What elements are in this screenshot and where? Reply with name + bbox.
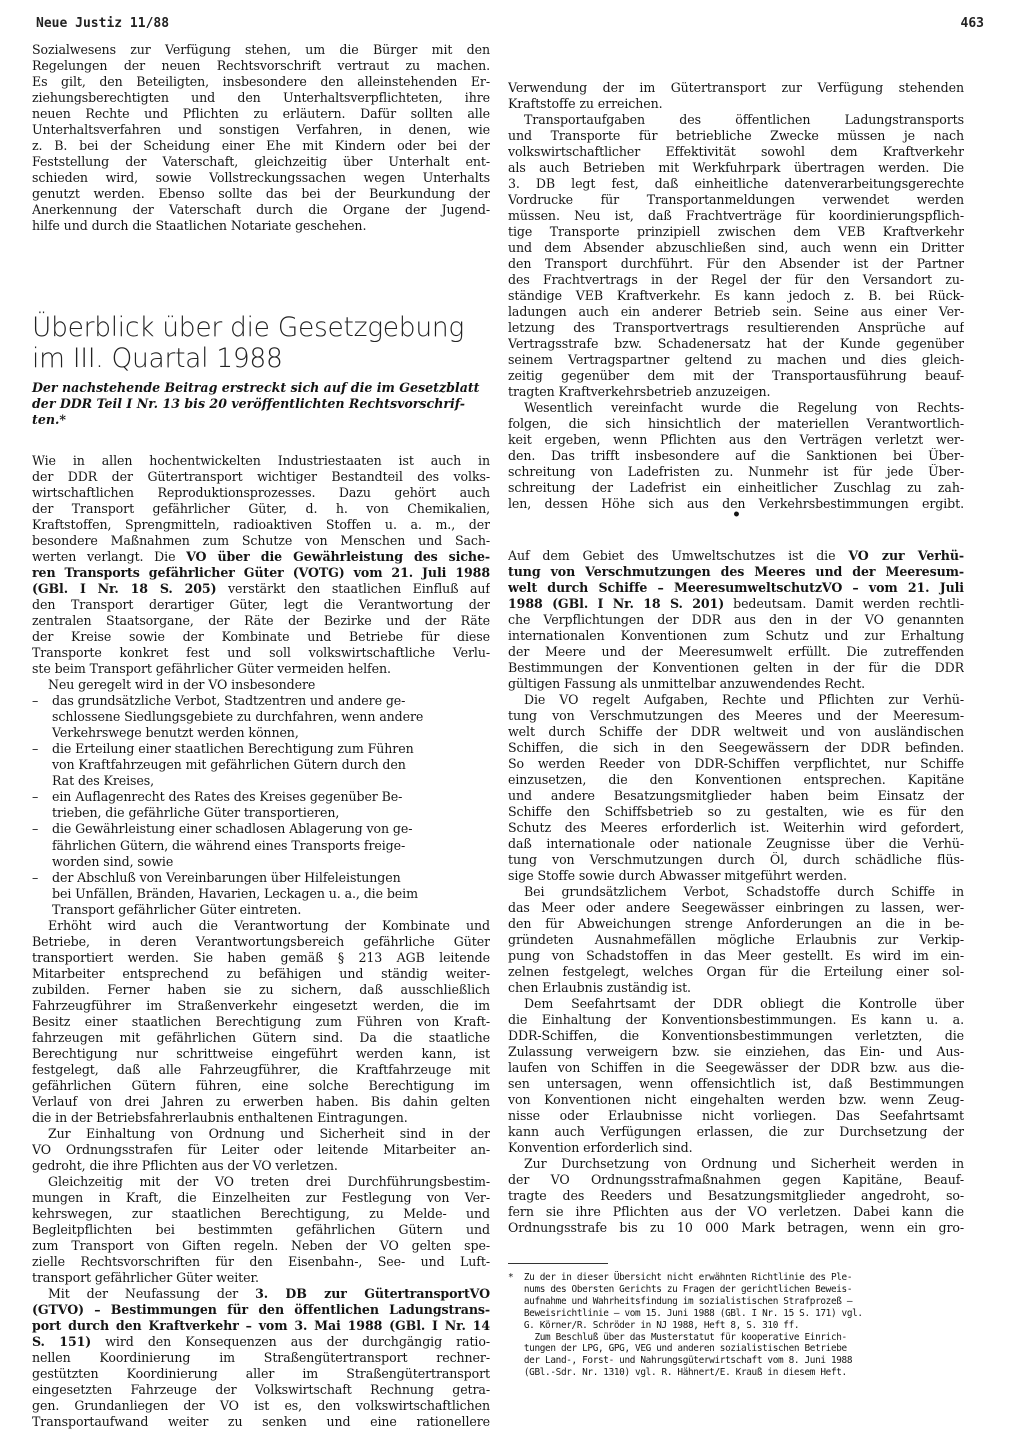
body-line: internationalen Konventionen zum Schutz und zur Erhaltung [508, 628, 964, 643]
body-line: und Transporte für betriebliche Zwecke müssen je nach [508, 128, 964, 144]
body-line: Regelungen der neuen Rechtsvorschrift vertraut zu machen. [32, 58, 490, 73]
body-line: des Frachtvertrags in der Regel der für den Versandort zu- [508, 272, 964, 288]
list-item-text: bei Unfällen, Bränden, Havarien, Leckagen u. a., die beim [52, 885, 418, 901]
list-dash: – [32, 821, 39, 837]
body-line: zelnen festgelegt, welches Organ für die Erteilung einer sol- [508, 964, 964, 980]
body-line: zeitig gegenüber dem mit der Transportausführung beauf- [508, 368, 964, 384]
body-line: zielle Rechtsvorschriften für den Eisenbahn-, See- und Luft- [32, 1253, 490, 1269]
body-line: folgen, die sich hinsichtlich der materiellen Verantwortlich- [508, 416, 964, 432]
body-line: gründeten Ausnahmefällen mögliche Erlaubnis zur Verkip- [508, 932, 964, 948]
citation-bold: 3. DB zur GütertransportVO [255, 1285, 490, 1301]
body-line: neuen Rechte und Pflichten zu erläutern. Dafür sollten alle [32, 106, 490, 121]
footnote-line: tungen der LPG, GPG, VEG und anderen sozialistischen Betriebe [508, 1343, 847, 1355]
body-line: letzung des Transportvertrags resultierenden Ansprüche auf [508, 320, 964, 336]
body-line: 3. DB legt fest, daß einheitliche datenverarbeitungsgerechte [508, 176, 964, 192]
footnote-line: (GBl.-Sdr. Nr. 1310) vgl. R. Hähnert/E. Krauß in diesem Heft. [508, 1367, 847, 1379]
body-line [32, 549, 490, 565]
citation-bold: welt durch Schiffe – MeeresumweltschutzVO – vom 21. Juli [508, 580, 964, 595]
citation-bold: S. 151) [32, 1333, 92, 1349]
footnote-rule [508, 1263, 608, 1264]
body-line: Kraftstoffen, Sprengmitteln, radioaktiven Stoffen u. a. m., der [32, 517, 490, 532]
body-line: So werden Reeder von DDR-Schiffen verpflichtet, nur Schiffe [508, 756, 964, 772]
body-line: schreitung von Ladefristen zu. Nunmehr ist für jede Über- [508, 464, 964, 480]
body-line: den Transport durchführt. Für den Absender ist der Partner [508, 256, 964, 272]
body-line: den Transport derartiger Güter, legt die Verantwortung der [32, 597, 490, 612]
body-line: tige Transporte prinzipiell zwischen dem VEB Kraftverkehr [508, 224, 964, 240]
body-line: fahrzeugen mit gefährlichen Gütern sind. Da die staatliche [32, 1029, 490, 1045]
list-item-line [32, 693, 490, 709]
citation-bold: 1988 (GBl. I Nr. 18 S. 201) [508, 596, 725, 611]
list-item-text: Transport gefährlicher Güter eintreten. [52, 901, 302, 917]
running-header-journal: Neue Justiz 11/88 [36, 16, 170, 31]
body-line: der VO Ordnungsstrafmaßnahmen gegen Kapitäne, Beauf- [508, 1172, 964, 1188]
body-line: Konvention erforderlich sind. [508, 1140, 693, 1156]
body-line: DDR-Schiffen, die Konventionsbestimmungen verletzten, die [508, 1028, 964, 1044]
body-line: seinem Vertragspartner geltend zu machen und dies gleich- [508, 352, 964, 368]
body-line: Transporte konkret fest und soll volkswirtschaftliche Verlu- [32, 645, 490, 660]
body-line: sen untersagen, wenn offensichtlich ist, daß Bestimmungen [508, 1076, 964, 1092]
body-text: verstärkt den staatlichen Einfluß auf [216, 581, 490, 596]
body-line: Begleitpflichten bei bestimmten gefährlichen Gütern und [32, 1221, 490, 1237]
body-line: Anerkennung der Vaterschaft durch die Organe der Jugend- [32, 202, 490, 217]
body-line: z. B. bei der Scheidung einer Ehe mit Kindern oder bei der [32, 138, 490, 153]
body-line: den für Abweichungen strenge Anforderungen an die in be- [508, 916, 964, 932]
body-line: Wesentlich vereinfacht wurde die Regelung von Rechts- [524, 400, 964, 416]
body-line: der Meere und der Meeresumwelt erfüllt. Die zutreffenden [508, 644, 964, 659]
list-intro: Neu geregelt wird in der VO insbesondere [48, 677, 316, 693]
left-column-intro [32, 42, 490, 234]
citation-bold: tung von Verschmutzungen des Meeres und der Meeresum- [508, 564, 964, 579]
body-line: Feststellung der Vaterschaft, gleichzeitig über Unterhalt ent- [32, 154, 490, 169]
list-item-text: schlossene Siedlungsgebiete zu durchfahren, wenn andere [52, 709, 424, 725]
citation-bold: ren Transports gefährlicher Güter (VOTG) vom 21. Juli 1988 [32, 565, 490, 580]
body-line: die in der Betriebsfahrerlaubnis enthaltenen Eintragungen. [32, 1109, 408, 1125]
list-item-line [32, 725, 490, 741]
body-text: werten verlangt. [32, 549, 144, 564]
body-line: festgelegt, daß alle Fahrzeugführer, die Kraftfahrzeuge mit [32, 1061, 490, 1077]
body-line: laufen von Schiffen in die Seegewässer der DDR bzw. aus die- [508, 1060, 964, 1076]
body-line: Schiffen, die sich in den Seegewässern der DDR befinden. [508, 740, 964, 756]
body-line: von Konventionen nicht eingehalten werden bzw. wenn Zeug- [508, 1092, 964, 1108]
body-line: Verwendung der im Gütertransport zur Verfügung stehenden [508, 80, 964, 95]
list-item-text: Verkehrswege benutzt werden können, [52, 725, 299, 741]
body-line: tragte des Reeders und Besatzungsmitglieder angedroht, so- [508, 1188, 964, 1204]
body-line: schieden wird, sowie Vollstreckungssachen wegen Unterhalts [32, 170, 490, 185]
list-item-text: die Gewährleistung einer schadlosen Ablagerung von ge- [52, 821, 413, 837]
body-line: Schutz des Meeres erforderlich ist. Weiterhin wird gefordert, [508, 820, 964, 836]
body-line: und andere Besatzungsmitglieder haben beim Einsatz der [508, 788, 964, 804]
body-line: zum Transport von Giften regeln. Neben der VO gelten spe- [32, 1237, 490, 1253]
list-item-line [32, 741, 490, 757]
body-line: nellen Koordinierung im Straßengütertransport rechner- [32, 1349, 490, 1365]
list-item-line [32, 854, 490, 870]
body-line: Mitarbeiter entsprechend zu befähigen und ständig weiter- [32, 965, 490, 981]
body-line: Berechtigung nur schrittweise eingeführt werden kann, ist [32, 1045, 490, 1061]
body-line: Fahrzeugführer im Straßenverkehr eingesetzt werden, die im [32, 997, 490, 1013]
list-dash: – [32, 693, 39, 709]
body-line: als auch Betrieben mit Werkfuhrpark übertragen werden. Die [508, 160, 964, 176]
list-item-line [32, 821, 490, 837]
page-number: 463 [960, 16, 984, 31]
lead-line: ten.* [32, 412, 66, 427]
body-line: müssen. Neu ist, daß Frachtverträge für koordinierungspflich- [508, 208, 964, 224]
citation-bold: VO zur Verhü- [848, 548, 964, 563]
list-item-text: Rat des Kreises, [52, 773, 155, 789]
body-line: pung von Schadstoffen in das Meer gestellt. Es wird im ein- [508, 948, 964, 964]
body-line: Transportaufgaben des öffentlichen Ladungstransports [524, 112, 964, 128]
body-line: Wie in allen hochentwickelten Industriestaaten ist auch in [32, 453, 490, 468]
citation-bold: (GTVO) – Bestimmungen für den öffentlichen Ladungstrans- [32, 1301, 490, 1317]
body-line: tragten Kraftverkehrsbetrieb anzuzeigen. [508, 384, 771, 400]
body-line [508, 596, 964, 612]
footnote-line: aufnahme und Wahrheitsfindung im sozialistischen Strafprozeß – [508, 1295, 853, 1307]
list-item-line [32, 870, 490, 886]
body-line: Besitz einer staatlichen Berechtigung zum Führen von Kraft- [32, 1013, 490, 1029]
body-line: Die VO regelt Aufgaben, Rechte und Pflichten zur Verhü- [524, 692, 964, 708]
list-item-line [32, 902, 490, 918]
body-line: gedroht, die ihre Pflichten aus der VO verletzen. [32, 1157, 338, 1173]
body-line: mungen in Kraft, die Einzelheiten zur Festlegung von Ver- [32, 1189, 490, 1205]
article-lead [32, 380, 488, 428]
body-line: Zur Einhaltung von Ordnung und Sicherheit sind in der [48, 1125, 490, 1141]
list-item-text: worden sind, sowie [52, 853, 174, 869]
body-line: Zulassung verweigern bzw. sie einziehen, das Ein- und Aus- [508, 1044, 964, 1060]
list-item-text: fährlichen Gütern, die während eines Transports freige- [52, 837, 406, 853]
body-line: volkswirtschaftlicher Effektivität sowohl dem Kraftverkehr [508, 144, 964, 160]
body-line: sige Stoffe sowie durch Abwasser mitgeführt werden. [508, 868, 847, 884]
body-line: Transportaufwand weiter zu senken und eine rationellere [32, 1413, 490, 1429]
body-line: der DDR der Gütertransport wichtiger Bestandteil des volks- [32, 469, 490, 484]
list-item-text: ein Auflagenrecht des Rates des Kreises gegenüber Be- [52, 789, 403, 805]
list-item-line [32, 886, 490, 902]
body-line: hilfe und durch die Staatlichen Notariate geschehen. [32, 218, 367, 233]
body-line: Unterhaltsverfahren und sonstigen Verfahren, in denen, wie [32, 122, 490, 137]
body-line: ladungen auch ein anderer Betrieb sein. Seine aus einer Ver- [508, 304, 964, 320]
body-line: zentralen Staatsorgane, der Räte der Bezirke und der Räte [32, 613, 490, 628]
body-line: Kraftstoffe zu erreichen. [508, 96, 663, 111]
body-line: einzusetzen, die den Konventionen entsprechen. Kapitäne [508, 772, 964, 788]
body-line: tung von Verschmutzungen des Meeres und der Meeresum- [508, 708, 964, 724]
body-line: das Meer oder andere Seegewässer einbringen zu lassen, wer- [508, 900, 964, 916]
body-line: den. Das trifft insbesondere auf die Sanktionen bei Über- [508, 448, 964, 464]
body-line: ständige VEB Kraftverkehr. Es kann jedoch z. B. bei Rück- [508, 288, 964, 304]
body-line: tung von Verschmutzungen durch Öl, durch schädliche flüs- [508, 852, 964, 868]
footnote [508, 1272, 964, 1379]
body-line [508, 548, 964, 564]
list-item-line [32, 838, 490, 854]
body-line: Vordrucke für Transportanmeldungen verwendet werden [508, 192, 964, 208]
body-line: kehrswegen, zur staatlichen Berechtigung, zu Melde- und [32, 1205, 490, 1221]
footnote-line: nums des Obersten Gerichts zu Fragen der gerichtlichen Beweis- [508, 1283, 853, 1295]
body-line: wirtschaftlichen Reproduktionsprozesses. Dazu gehört auch [32, 485, 490, 500]
body-line [32, 581, 490, 597]
list-dash: – [32, 789, 39, 805]
list-item-line [32, 709, 490, 725]
body-line: genutzt werden. Ebenso sollte das bei der Beurkundung der [32, 186, 490, 201]
body-line: die Einhaltung der Konventionsbestimmungen. Es kann u. a. [508, 1012, 964, 1028]
body-line: gültigen Fassung als unmittelbar anzuwendendes Recht. [508, 676, 866, 691]
body-line: und dem Absender abzuschließen sind, auch wenn ein Dritter [508, 240, 964, 256]
list-item-line [32, 805, 490, 821]
body-line [32, 1334, 490, 1350]
article-title-line: Überblick über die Gesetzgebung [32, 312, 464, 343]
body-line: gestützten Koordinierung aller im Straßengütertransport [32, 1365, 490, 1381]
right-column-body [508, 548, 964, 1236]
body-line: daß internationale oder nationale Zeugnisse über die Verhü- [508, 836, 964, 852]
list-item-text: trieben, die gefährliche Güter transportieren, [52, 805, 340, 821]
body-line: gen. Grundanliegen der VO ist es, den volkswirtschaftlichen [32, 1397, 490, 1413]
footnote-line: der Land-, Forst- und Nahrungsgüterwirtschaft vom 8. Juni 1988 [508, 1355, 853, 1367]
body-line: fern sie ihre Pflichten aus der VO verletzen. Dabei kann die [508, 1204, 964, 1220]
body-line: Dem Seefahrtsamt der DDR obliegt die Kontrolle über [524, 996, 964, 1012]
footnote-line: Zum Beschluß über das Musterstatut für kooperative Einrich- [508, 1331, 847, 1343]
list-item-line [32, 773, 490, 789]
body-line: Ordnungsstrafe bis zu 10 000 Mark betragen, wenn ein gro- [508, 1220, 964, 1236]
body-line: ste beim Transport gefährlicher Güter vermeiden helfen. [32, 661, 391, 676]
body-line: der Kreise sowie der Kombinate und Betriebe für diese [32, 629, 490, 644]
body-line: Schiffe den Schiffsbetrieb so zu gestalten, wie es für den [508, 804, 964, 820]
body-line: Verlauf von drei Jahren zu erwerben haben. Bis dahin gelten [32, 1093, 490, 1109]
body-line: schreitung der Ladefrist ein einheitlicher Zuschlag zu zah- [508, 480, 964, 496]
body-line: der Transport gefährlicher Güter, d. h. von Chemikalien, [32, 501, 490, 516]
body-line: transport gefährlicher Güter weiter. [32, 1269, 259, 1285]
body-line: ziehungsberechtigten und den Unterhaltsverpflichteten, ihre [32, 90, 490, 105]
body-line: Bei grundsätzlichem Verbot, Schadstoffe durch Schiffe in [524, 884, 964, 900]
body-line: kann auch Verfügungen erlassen, die zur Durchsetzung der [508, 1124, 964, 1140]
list-dash: – [32, 741, 39, 757]
body-line: eingesetzten Fahrzeuge der Volkswirtschaft Rechnung getra- [32, 1381, 490, 1397]
citation-bold: (GBl. I Nr. 18 S. 205) [32, 581, 217, 596]
body-text: wird den Konsequenzen aus der durchgängig ratio- [91, 1333, 490, 1349]
citation-bold: VO über die Gewährleistung des siche- [186, 549, 490, 564]
body-line: chen Erlaubnis zuständig ist. [508, 980, 691, 996]
list-item-line [32, 789, 490, 805]
body-line: zubilden. Ferner haben sie zu sichern, daß ausschließlich [32, 981, 490, 997]
body-line: che Verpflichtungen der DDR aus den in der VO genannten [508, 612, 964, 627]
citation-bold: port durch den Kraftverkehr – vom 3. Mai 1988 (GBl. I Nr. 14 [32, 1317, 490, 1333]
body-line: Betriebe, in deren Verantwortungsbereich gefährliche Güter [32, 933, 490, 949]
article-title-line: im III. Quartal 1988 [32, 343, 283, 374]
list-item-text: von Kraftfahrzeugen mit gefährlichen Gütern durch den [52, 757, 406, 773]
body-text: Auf dem Gebiet des Umweltschutzes ist die [508, 548, 849, 563]
list-item-line [32, 757, 490, 773]
body-line: transportiert werden. Sie haben gemäß § 213 AGB leitende [32, 949, 490, 965]
body-line: Vertragsstrafe bzw. Schadenersatz hat der Kunde gegenüber [508, 336, 964, 352]
right-column-top [508, 80, 964, 512]
list-item-text: der Abschluß von Vereinbarungen über Hilfeleistungen [52, 869, 401, 885]
body-text: Mit der Neufassung der [48, 1285, 256, 1301]
list-dash: – [32, 869, 39, 885]
body-line: gefährlichen Gütern führen, eine solche Berechtigung im [32, 1077, 490, 1093]
section-separator: • [732, 507, 741, 523]
lead-line: der DDR Teil I Nr. 13 bis 20 veröffentlichten Rechtsvorschrif- [32, 396, 465, 411]
lead-line: Der nachstehende Beitrag erstreckt sich auf die im Gesetzblatt [32, 380, 480, 395]
body-line: besondere Maßnahmen zum Schutze von Menschen und Sach- [32, 533, 490, 548]
body-line: Zur Durchsetzung von Ordnung und Sicherheit werden in [524, 1156, 964, 1172]
body-line: Bestimmungen der Konventionen gelten in der für die DDR [508, 660, 964, 675]
body-text: Die [154, 549, 187, 564]
footnote-line: G. Körner/R. Schröder in NJ 1988, Heft 8, S. 310 ff. [508, 1319, 800, 1331]
body-line: welt durch Schiffe der DDR weltweit und von ausländischen [508, 724, 964, 740]
body-line: Es gilt, den Beteiligten, insbesondere den alleinstehenden Er- [32, 74, 490, 89]
footnote-line: * Zu der in dieser Übersicht nicht erwähnten Richtlinie des Ple- [508, 1272, 853, 1283]
body-text: bedeutsam. Damit werden rechtli- [724, 596, 964, 611]
list-item-text: die Erteilung einer staatlichen Berechtigung zum Führen [52, 741, 414, 757]
list-item-text: das grundsätzliche Verbot, Stadtzentren und andere ge- [52, 693, 406, 709]
article-title [32, 312, 464, 374]
body-line: VO Ordnungsstrafen für Leiter oder leitende Mitarbeiter an- [32, 1141, 490, 1157]
body-line: Erhöht wird auch die Verantwortung der Kombinate und [48, 917, 490, 933]
footnote-line: Beweisrichtlinie – vom 15. Juni 1988 (GBl. I Nr. 15 S. 171) vgl. [508, 1307, 863, 1319]
body-line: nisse oder Erlaubnisse nicht vorliegen. Das Seefahrtsamt [508, 1108, 964, 1124]
body-line: keit ergeben, wenn Pflichten aus den Verträgen verletzt wer- [508, 432, 964, 448]
body-line: Gleichzeitig mit der VO treten drei Durchführungsbestim- [48, 1173, 490, 1189]
body-line: Sozialwesens zur Verfügung stehen, um die Bürger mit den [32, 42, 490, 57]
left-column-body [32, 453, 490, 1430]
body-line: len, dessen Höhe sich aus den Verkehrsbestimmungen ergibt. [508, 496, 964, 512]
body-line [32, 1286, 490, 1302]
